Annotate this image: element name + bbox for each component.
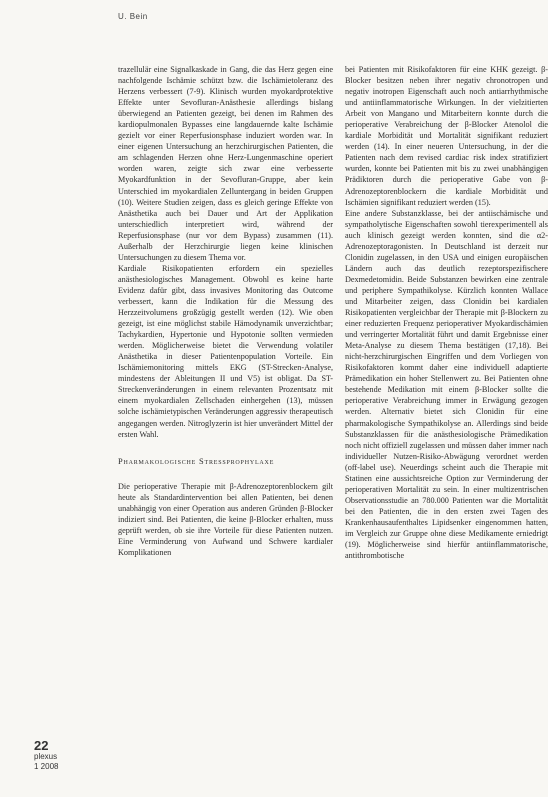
body-paragraph: bei Patienten mit Risikofaktoren für eine KHK gezeigt. β-Blocker besitzen neben ihrer negativ chronotropen und negativ inotropen Eigenschaft auch noch antiarrhythmische und antiinflammatorische Wirkungen. In der vielzitierten Arbeit von Mangano und Mitarbeitern konnte durch die perioperative Verabreichung der β-Blocker Atenolol die kardiale Morbidität und Mortalität signifikant reduziert werden (14). In einer neueren Untersuchung, in der die Patienten nach dem revised cardiac risk index stratifiziert wurden, konnte bei Patienten mit bis zu zwei unabhängigen Prädiktoren durch die perioperative Gabe von β-Adrenozeptorenblockern die kardiale Morbidität und Ischämien signifikant reduziert werden (15). [345,65,548,207]
body-paragraph: Eine andere Substanzklasse, bei der antiischämische und sympatholytische Eigenschaften sowohl tierexperimentell als auch klinisch gezeigt werden konnten, sind die α2-Adrenozeptoragonisten. In Deutschland ist derzeit nur Clonidin zugelassen, in den USA und einigen europäischen Ländern auch das deutlich rezeptorspezifischere Dexmedetomidin. Beide Substanzen bewirken eine zentrale und periphere Sympathikolyse. Kürzlich konnten Wallace und Mitarbeiter zeigen, dass Clonidin bei kardialen Risikopatienten vergleichbar der Therapie mit β-Blockern zu einer reduzierten Frequenz perioperativer Myokardischämien und verringerter Mortalität führt und damit Ergebnisse einer Meta-Analyse zu diesem Thema bestätigen (17,18). Bei nicht-herzchirurgischen Eingriffen und dem Vorliegen von Risikofaktoren kommt daher eine individuell adaptierte Prämedikation ein hoher Stellenwert zu. Bei Patienten ohne bestehende Medikation mit einem β-Blocker sollte die perioperative Verabreichung immer in Erwägung gezogen werden. Alternativ bietet sich Clonidin für eine pharmakologische Sympathikolyse an. Allerdings sind beide Substanzklassen für die anästhesiologische Prämedikation noch nicht offiziell zugelassen und müssen daher immer nach individueller Nutzen-Risiko-Abwägung verordnet werden (off-label use). Neuerdings scheint auch die Therapie mit Statinen eine aussichtsreiche Option zur Verminderung der perioperativen Mortalität zu sein. In einer multizentrischen Observationsstudie an 780.000 Patienten war die Mortalität bei den Patienten, die in den ersten zwei Tagen des Krankenhausaufenthaltes Lipidsenker eingenommen hatten, im Vergleich zur Gruppe ohne diese Medikamente erniedrigt (19). Möglicherweise sind hierfür antiinflammatorische, antithrombotische [345,208,548,561]
right-column [345,64,548,561]
section-heading: Pharmakologische Stressprophylaxe [118,456,275,466]
issue-number: 1 2008 [34,762,59,771]
left-column [118,64,333,558]
body-paragraph: trazellulär eine Signalkaskade in Gang, die das Herz gegen eine nachfolgende Ischämie schützt bzw. die Ischämietoleranz des Herzens verbessert (7-9). Klinisch wurden myokardprotektive Effekte unter Sevofluran-Anästhesie allerdings bislang überwiegend an Patienten gezeigt, bei denen im Rahmen des kardiopulmonalen Bypasses eine langdauernde kalte Ischämie gezielt vor einer Reperfusionsphase induziert worden war. In einer eigenen Untersuchung an herzchirurgischen Patienten, die am schlagenden Herzen ohne Herz-Lungenmaschine operiert worden waren, zeigte sich zwar eine verbesserte Myokardfunktion in der Sevofluran-Gruppe, aber kein Unterschied im myokardialen Zelluntergang in beiden Gruppen (10). Weitere Studien zeigen, dass es gleich geringe Effekte von Anästhetika auch bei Dauer und Art der Applikation unterschiedlich interpretiert wird, während der Reperfusionsphase (nur vor dem Bypass) zusammen (11). Außerhalb der Herzchirurgie liegen keine klinischen Untersuchungen zu diesem Thema vor. [118,65,333,262]
journal-name: plexus [34,752,58,761]
page-footer [34,739,58,772]
body-paragraph: Kardiale Risikopatienten erfordern ein spezielles anästhesiologisches Management. Obwohl es keine harte Evidenz dafür gibt, dass invasives Monitoring das Outcome verbessert, kann die Indikation für die Messung des Herzzeitvolumens großzügig gestellt werden (12). Wie oben gezeigt, ist eine möglichst stabile Hämodynamik unverzichtbar; Tachykardien, Hypertonie und Hypotonie sollten vermieden werden. Möglicherweise bietet die Verwendung volatiler Anästhetika in dieser Patientenpopulation Vorteile. Ein Ischämiemonitoring mittels EKG (ST-Strecken-Analyse, mindestens der Ableitungen II und V5) ist obligat. Da ST-Streckenveränderungen in einem relevanten Prozentsatz mit einem myokardialen Zellschaden einhergehen (13), müssen solche ischämietypischen Veränderungen aggressiv therapeutisch angegangen werden. Nitroglyzerin ist hier unverändert Mittel der ersten Wahl. [118,263,333,439]
body-paragraph: Die perioperative Therapie mit β-Adrenozeptorenblockern gilt heute als Standardintervention bei allen Patienten, bei denen unabhängig von einer Operation aus anderen Gründen β-Blocker indiziert sind. Bei Patienten, die keine β-Blocker erhalten, muss geprüft werden, ob sie ihre Vorteile für diese Patienten nutzen. Eine Verminderung von Aufwand und Schwere kardialer Komplikationen [118,481,333,557]
page-number: 22 [34,738,49,753]
running-header: U. Bein [118,12,148,21]
